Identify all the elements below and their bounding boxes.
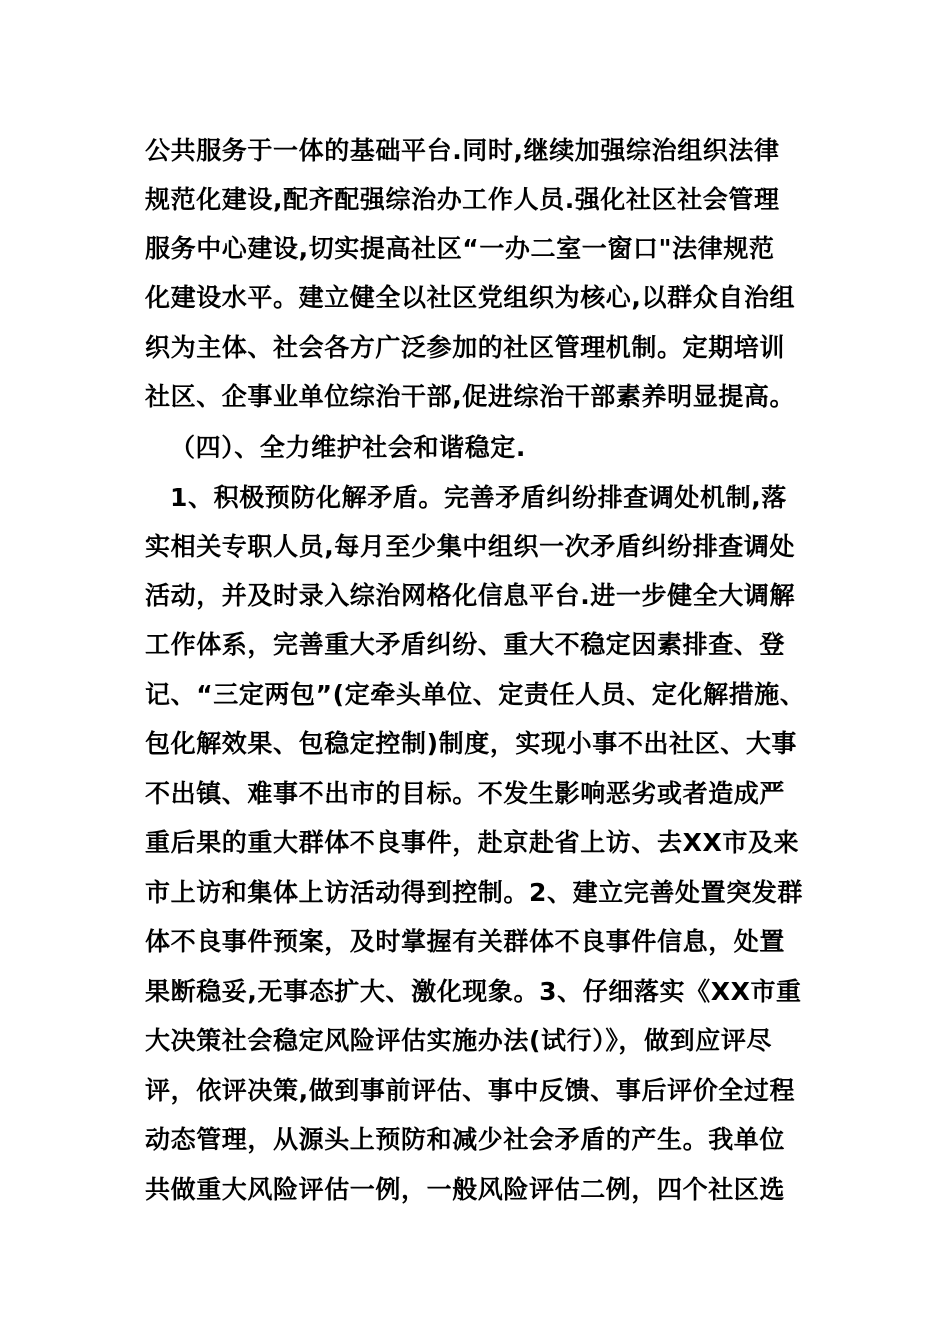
text-line: 包化解效果、包稳定控制)制度，实现小事不出社区、大事 (145, 729, 798, 758)
text-line: 体不良事件预案，及时掌握有关群体不良事件信息，处置 (145, 927, 786, 956)
text-line: 工作体系，完善重大矛盾纠纷、重大不稳定因素排查、登 (145, 630, 786, 659)
text-line: 评，依评决策,做到事前评估、事中反馈、事后评价全过程 (145, 1076, 796, 1105)
text-line: 服务中心建设,切实提高社区“一办二室一窗口"法律规范 (145, 234, 775, 263)
text-line: 规范化建设,配齐配强综治办工作人员.强化社区社会管理 (145, 185, 780, 214)
text-line: 大决策社会稳定风险评估实施办法(试行）》，做到应评尽 (145, 1026, 773, 1055)
text-line: 实相关专职人员,每月至少集中组织一次矛盾纠纷排查调处 (145, 532, 796, 561)
section-heading: （四）、全力维护社会和谐稳定. (170, 433, 526, 462)
text-line: 社区、企事业单位综治干部,促进综治干部素养明显提高。 (145, 382, 796, 411)
text-line: 共做重大风险评估一例，一般风险评估二例，四个社区选 (145, 1175, 786, 1204)
text-line: 织为主体、社会各方广泛参加的社区管理机制。定期培训 (145, 333, 786, 362)
text-line: 公共服务于一体的基础平台.同时,继续加强综治组织法律 (145, 136, 780, 165)
text-line: 动态管理，从源头上预防和减少社会矛盾的产生。我单位 (145, 1125, 786, 1154)
text-line: 不出镇、难事不出市的目标。不发生影响恶劣或者造成严 (145, 779, 786, 808)
text-line: 活动，并及时录入综治网格化信息平台.进一步健全大调解 (145, 581, 796, 610)
text-line: 记、“三定两包”(定牵头单位、定责任人员、定化解措施、 (145, 680, 806, 709)
paragraph-first-line: 1、积极预防化解矛盾。完善矛盾纠纷排查调处机制,落 (170, 483, 787, 512)
text-line: 化建设水平。建立健全以社区党组织为核心,以群众自治组 (145, 283, 796, 312)
text-line: 果断稳妥,无事态扩大、激化现象。3、仔细落实《XX市重 (145, 977, 802, 1006)
text-line: 市上访和集体上访活动得到控制。2、建立完善处置突发群 (145, 878, 803, 907)
text-line: 重后果的重大群体不良事件，赴京赴省上访、去XX市及来 (145, 828, 800, 857)
